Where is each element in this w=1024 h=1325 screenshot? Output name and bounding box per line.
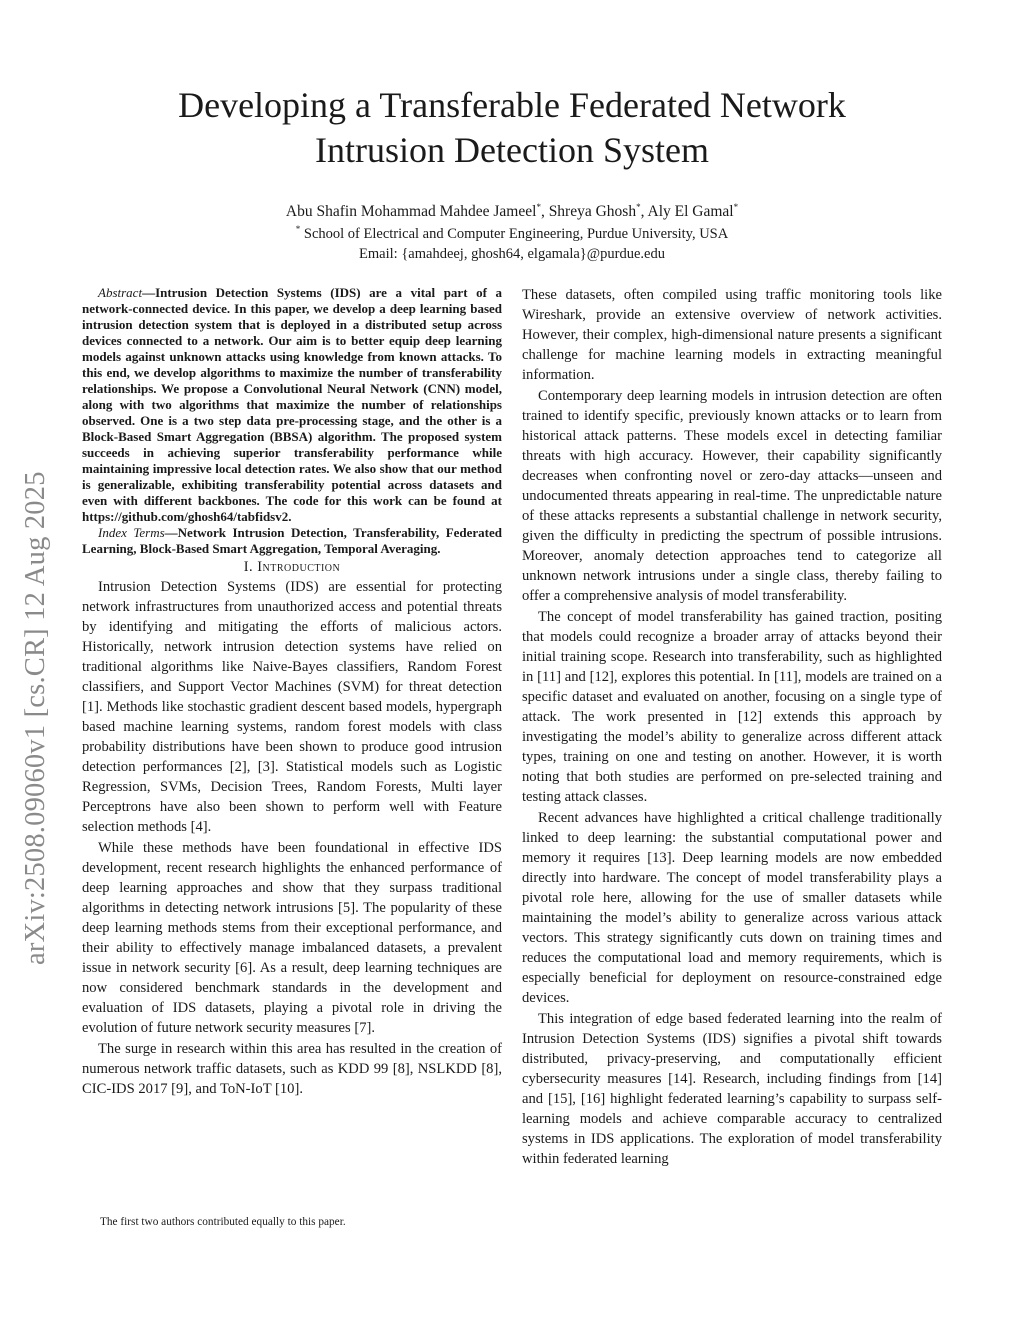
- intro-paragraph-1: Intrusion Detection Systems (IDS) are essential for protecting network infrastructures from unauthorized access and potential threats by identifying and mitigating the efforts of malicious actors. Historically, network intrusion detection systems have relied on traditional algorithms like Naive-Bayes classifiers, Random Forest classifiers, and Support Vector Machines (SVM) for threat detection [1]. Methods like stochastic gradient descent based models, hypergraph based machine learning systems, random forest models with class probability distributions have been shown to produce good intrusion detection performances [2], [3]. Statistical models such as Logistic Regression, SVMs, Decision Trees, Random Forests, Multi layer Perceptrons have also been shown to perform well with Feature selection methods [4].: [82, 579, 502, 835]
- paper-title-line-1: Developing a Transferable Federated Network: [178, 85, 846, 125]
- affiliation-mark: *: [295, 224, 301, 235]
- author-3: Aly El Gamal: [647, 203, 734, 220]
- index-terms-text: —Network Intrusion Detection, Transferability, Federated Learning, Block-Based Smart Aggregation, Temporal Averaging.: [82, 525, 502, 556]
- section-number: I.: [243, 559, 258, 575]
- author-list: Abu Shafin Mohammad Mahdee Jameel*, Shreya Ghosh*, Aly El Gamal*: [285, 201, 739, 220]
- section-title: Introduction: [257, 559, 341, 575]
- intro-paragraph-2: While these methods have been foundational in effective IDS development, recent research highlights the enhanced performance of deep learning approaches and show that they surpass traditional algorithms in detecting network intrusions [5]. The popularity of these deep learning methods stems from their exceptional performance, and their ability to effectively manage imbalanced datasets, a prevalent issue in network security [6]. As a result, deep learning techniques are now considered benchmark standards in the development and evaluation of IDS datasets, playing a pivotal role in driving the evolution of future network security measures [7].: [82, 840, 502, 1036]
- intro-paragraph-3: The surge in research within this area has resulted in the creation of numerous network traffic datasets, such as KDD 99 [8], NSLKDD [8], CIC-IDS 2017 [9], and ToN-IoT [10].: [82, 1041, 502, 1097]
- intro-paragraph-4: Contemporary deep learning models in intrusion detection are often trained to identify specific, previously known attacks or to learn from historical attack patterns. These models excel in detecting familiar threats with high accuracy. However, their capability significantly decreases when confronting novel or zero-day attacks—unseen and undocumented threats appearing in real-time. The unpredictable nature of these attacks represents a substantial challenge in network security, given the difficulty in predicting the spectrum of possible intrusions. Moreover, anomaly detection approaches tend to categorize all unknown network intrusions under a single class, thereby failing to offer a comprehensive analysis of model transferability.: [522, 388, 942, 604]
- affiliation-mark: *: [536, 201, 541, 212]
- affiliation-mark: *: [733, 201, 739, 212]
- abstract: [82, 285, 502, 525]
- abstract-text: —Intrusion Detection Systems (IDS) are a vital part of a network-connected device. In this paper, we develop a deep learning based intrusion detection system that is deployed in a distributed setup across devices connected to a network. Our aim is to better equip deep learning models against unknown attacks using knowledge from known attacks. To this end, we develop algorithms to maximize the number of transferability relationships. We propose a Convolutional Neural Network (CNN) model, along with two algorithms that maximize the number of relationships observed. One is a two step data pre-processing stage, and the other is a Block-Based Smart Aggregation (BBSA) algorithm. The proposed system succeeds in achieving superior transferability performance while maintaining impressive local detection rates. We also show that our method is generalizable, exhibiting transferability potential across datasets and even with different backbones. The code for this work can be found at https://github.com/ghosh64/tabfidsv2.: [82, 285, 502, 524]
- index-terms: [82, 525, 502, 557]
- intro-paragraph-6: Recent advances have highlighted a critical challenge traditionally linked to deep learning: the substantial computational power and memory it requires [13]. Deep learning models are now embedded directly into hardware. The concept of model transferability plays a pivotal role here, allowing for the use of smaller datasets while maintaining the model’s ability to generalize across various attack vectors. This strategy significantly cuts down on training times and reduces the computational load and memory requirements, which is especially beneficial for deployment on resource-constrained edge devices.: [522, 810, 942, 1006]
- right-column: [522, 285, 942, 1169]
- abstract-label: Abstract: [98, 285, 143, 300]
- affiliation-text: School of Electrical and Computer Engineering, Purdue University, USA: [303, 226, 729, 242]
- arxiv-identifier-stamp: arXiv:2508.09060v1 [cs.CR] 12 Aug 2025: [20, 471, 51, 965]
- footnote: The first two authors contributed equally to this paper.: [100, 1216, 346, 1228]
- paper-title: [100, 83, 924, 173]
- paper-title-line-2: Intrusion Detection System: [315, 130, 709, 170]
- intro-paragraph-3-continued: These datasets, often compiled using traffic monitoring tools like Wireshark, provide an extensive overview of network activities. However, their complex, high-dimensional nature presents a significant challenge for machine learning models in extracting meaningful information.: [522, 287, 942, 383]
- left-column: [82, 285, 502, 1099]
- affiliation-mark: *: [636, 201, 641, 212]
- author-1: Abu Shafin Mohammad Mahdee Jameel: [285, 203, 537, 220]
- author-2: Shreya Ghosh: [548, 203, 637, 220]
- intro-paragraph-7: This integration of edge based federated learning into the realm of Intrusion Detection Systems (IDS) signifies a pivotal shift towards distributed, privacy-preserving, and computationally efficient cybersecurity measures [14]. Research, including findings from [14] and [15], [16] highlight federated learning’s capability to surpass self-learning models and achieve comparable accuracy to centralized systems in IDS applications. The exploration of model transferability within federated learning: [522, 1011, 942, 1167]
- affiliation: [100, 224, 924, 244]
- intro-paragraph-5: The concept of model transferability has gained traction, positing that models could recognize a broader array of attacks beyond their initial training scope. Research into transferability, such as highlighted in [11] and [12], explores this potential. In [11], models are trained on a specific dataset and evaluated on another, focusing on a single type of attack. The work presented in [12] extends this approach by investigating the model’s ability to generalize across different attack types, training on one and testing on another. However, it is worth noting that both studies are performed on pre-selected training and testing attack classes.: [522, 609, 942, 805]
- section-heading-introduction: [82, 557, 502, 577]
- author-email: Email: {amahdeej, ghosh64, elgamala}@purdue.edu: [359, 246, 665, 262]
- index-terms-label: Index Terms: [98, 525, 165, 540]
